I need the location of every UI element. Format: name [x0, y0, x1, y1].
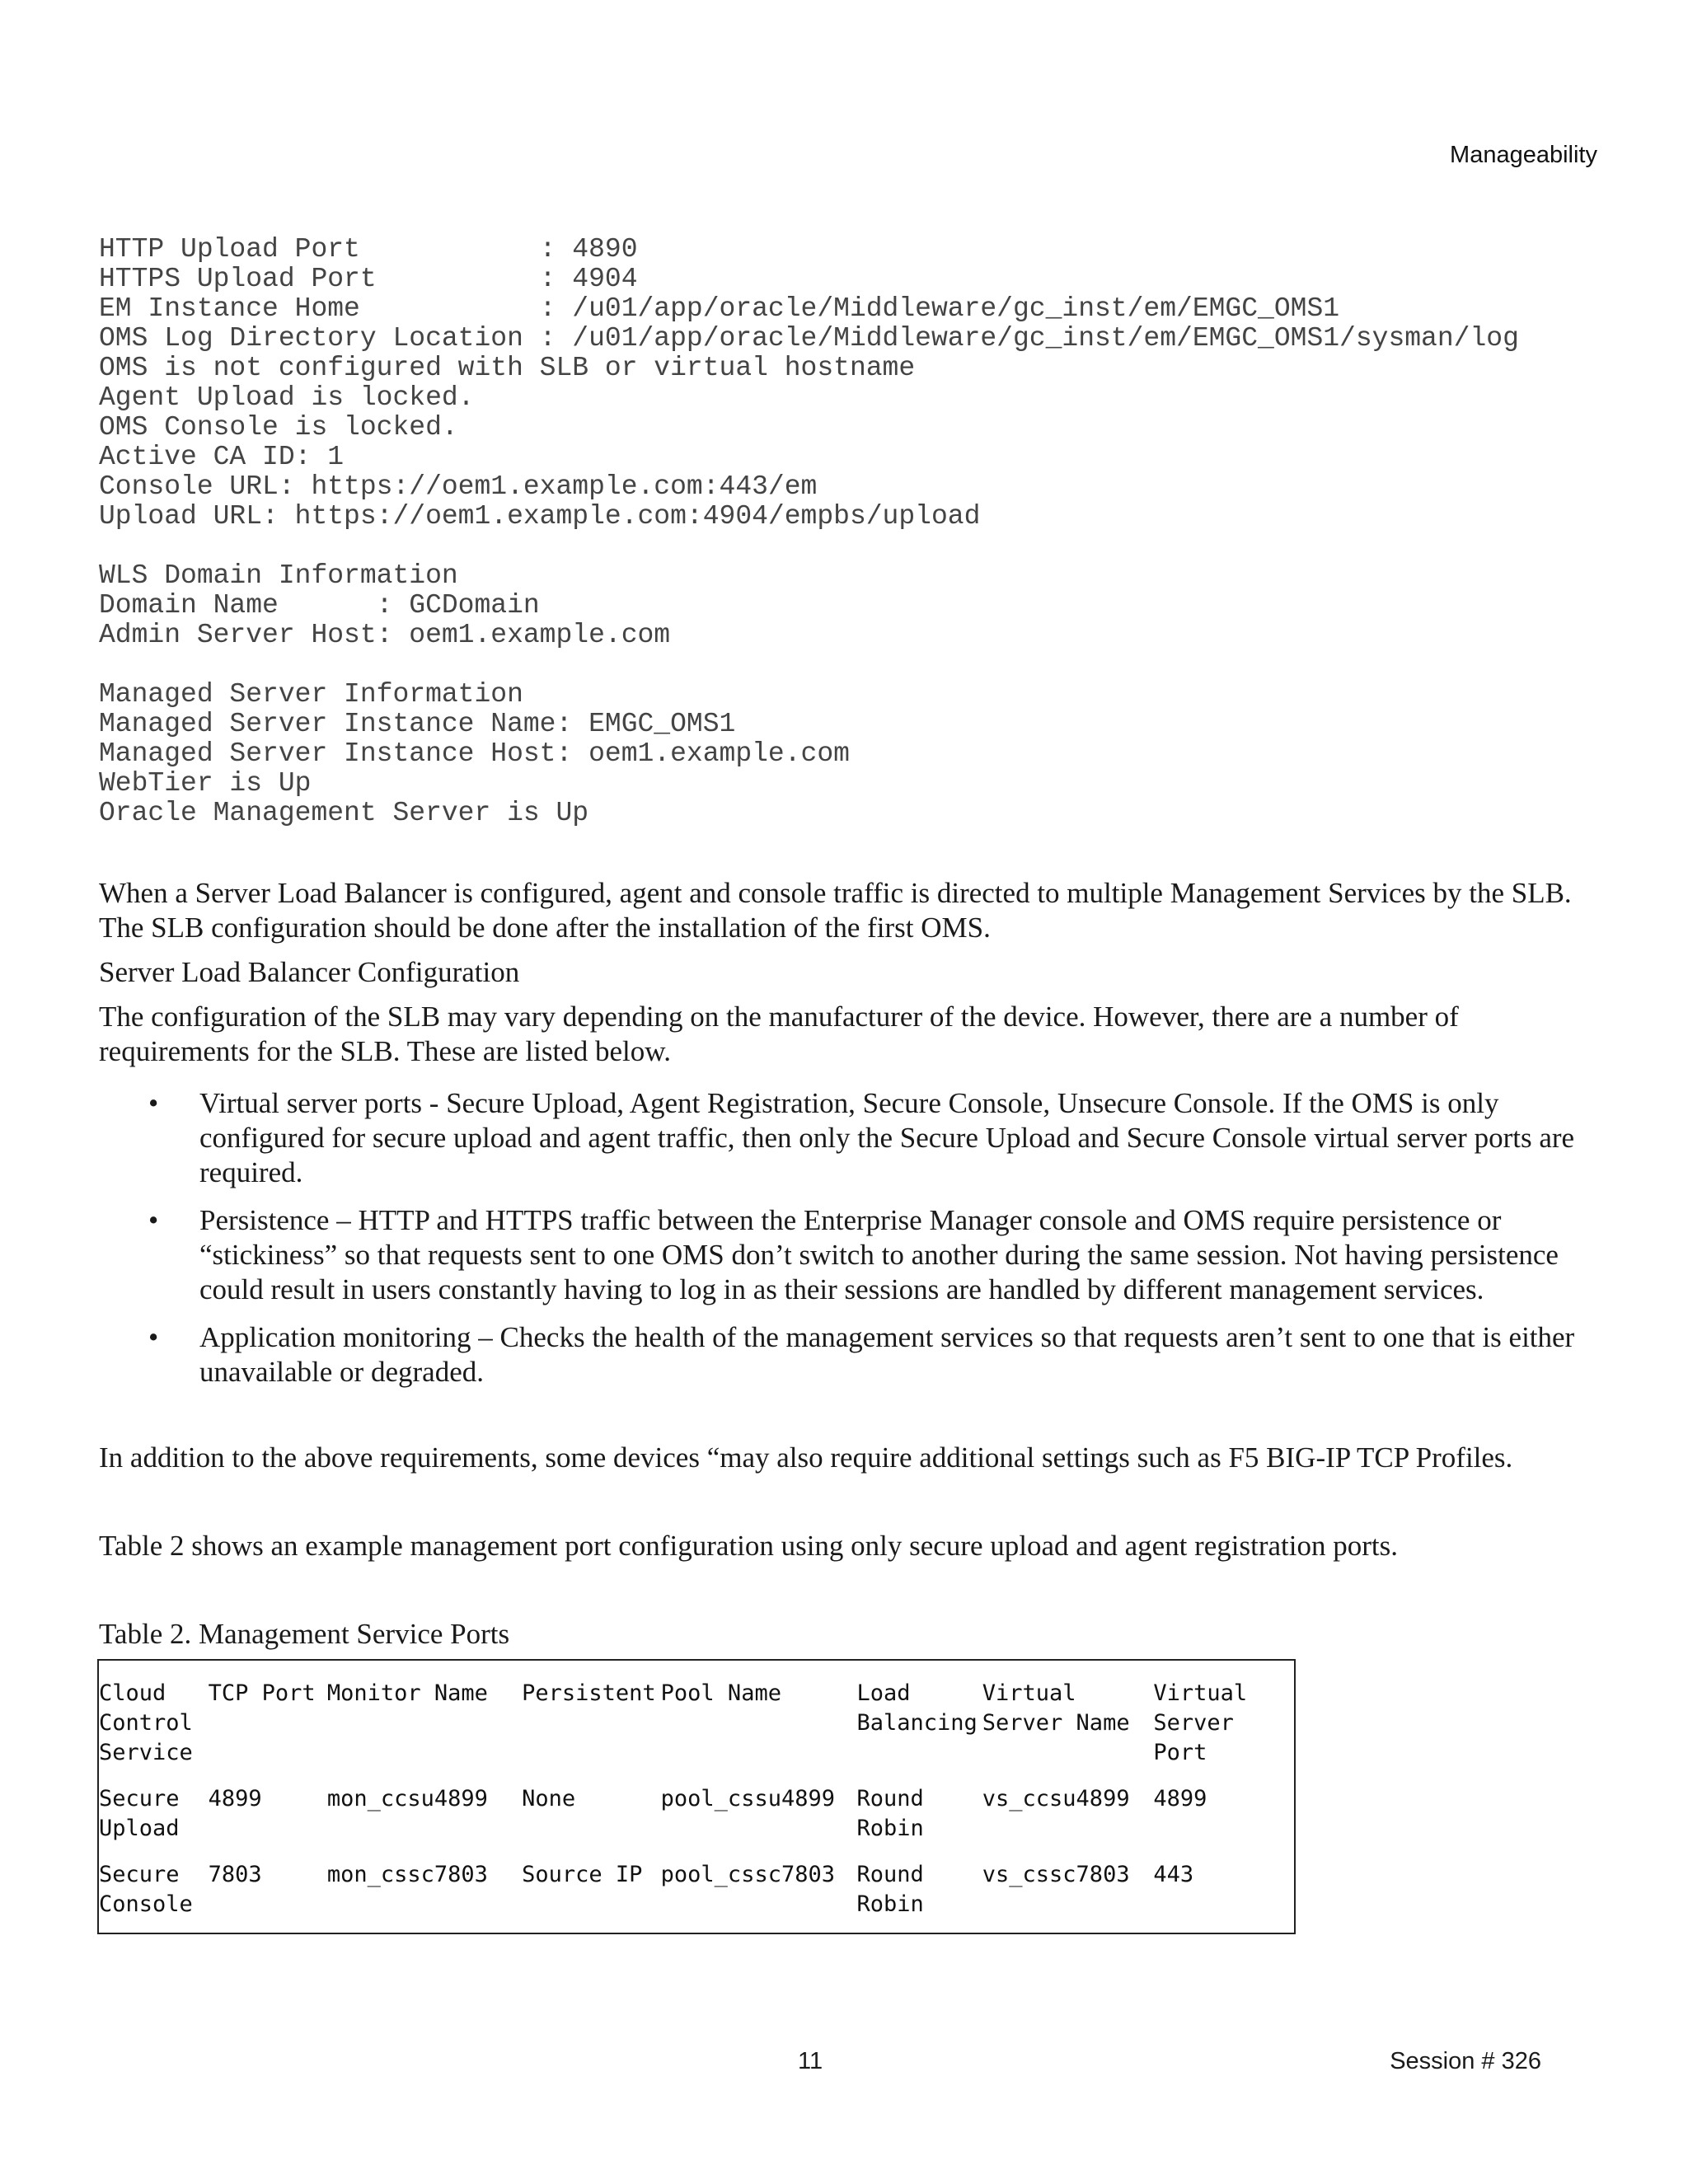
slb-intro-paragraph: When a Server Load Balancer is configured, agent and console traffic is directed to multiple Management Services by the SLB. The SLB configuration should be done after the installation of the first OMS.	[99, 877, 1572, 944]
output-line: HTTP Upload Port : 4890	[99, 234, 638, 265]
column-header: Virtual Server Name	[982, 1680, 1130, 1736]
command-output	[99, 235, 1519, 828]
column-header: Load Balancing	[856, 1680, 978, 1736]
table-caption: Table 2. Management Service Ports	[99, 1618, 510, 1650]
output-line: EM Instance Home : /u01/app/oracle/Middleware/gc_inst/em/EMGC_OMS1	[99, 293, 1340, 324]
output-line: HTTPS Upload Port : 4904	[99, 264, 638, 294]
table-cell: vs_ccsu4899	[982, 1786, 1130, 1811]
table-row	[98, 1784, 1295, 1860]
list-item	[148, 1203, 1591, 1307]
output-line: Upload URL: https://oem1.example.com:4904/empbs/upload	[99, 501, 981, 532]
table-cell: mon_cssc7803	[326, 1862, 488, 1887]
table-cell: pool_cssc7803	[660, 1862, 835, 1887]
management-service-ports-table	[97, 1659, 1296, 1934]
running-header: Manageability	[1450, 142, 1597, 168]
table-cell: vs_cssc7803	[982, 1862, 1130, 1887]
bullet-marker: •	[148, 1087, 159, 1119]
output-line: Managed Server Information	[99, 679, 523, 710]
bullet-marker: •	[148, 1204, 159, 1236]
column-header: TCP Port	[208, 1680, 316, 1706]
output-line: OMS is not configured with SLB or virtual hostname	[99, 353, 916, 383]
list-item-text: Application monitoring – Checks the health of the management services so that requests aren’t sent to one that is either unavailable or degraded.	[199, 1321, 1575, 1388]
table-cell: 4899	[1153, 1786, 1207, 1811]
list-item-text: Persistence – HTTP and HTTPS traffic between the Enterprise Manager console and OMS require persistence or “stickiness” so that requests sent to one OMS don’t switch to another during the same session. Not having persistence could result in users constantly having to log in as their sessions are handled by different management services.	[199, 1204, 1559, 1305]
table-cell: mon_ccsu4899	[326, 1786, 488, 1811]
output-line: Console URL: https://oem1.example.com:443/em	[99, 471, 818, 502]
output-line: Agent Upload is locked.	[99, 382, 475, 413]
table-cell: Round Robin	[856, 1862, 924, 1917]
requirements-list	[148, 1086, 1591, 1403]
slb-requirements-paragraph: The configuration of the SLB may vary depending on the manufacturer of the device. However, there are a number of requirements for the SLB. These are listed below.	[99, 1001, 1459, 1067]
output-line: Admin Server Host: oem1.example.com	[99, 620, 671, 650]
column-header: Monitor Name	[326, 1680, 488, 1706]
output-line: Domain Name : GCDomain	[99, 590, 540, 621]
output-line: WebTier is Up	[99, 768, 312, 799]
table-cell: None	[522, 1786, 576, 1811]
table-cell: Secure Console	[99, 1862, 193, 1917]
table-row	[98, 1860, 1295, 1933]
column-header: Persistent	[522, 1680, 656, 1706]
table-cell: Source IP	[522, 1862, 643, 1887]
table-header-row	[98, 1660, 1295, 1784]
column-header: Cloud Control Service	[99, 1680, 193, 1765]
output-line: OMS Console is locked.	[99, 412, 458, 443]
table-cell: Secure Upload	[99, 1786, 180, 1841]
table-cell: 4899	[208, 1786, 262, 1811]
output-line: Active CA ID: 1	[99, 442, 345, 472]
column-header: Pool Name	[660, 1680, 781, 1706]
output-line: Managed Server Instance Host: oem1.example.com	[99, 738, 850, 769]
output-line: Oracle Management Server is Up	[99, 798, 589, 828]
session-label: Session # 326	[1390, 2048, 1541, 2074]
list-item	[148, 1086, 1591, 1190]
table-reference-paragraph: Table 2 shows an example management port configuration using only secure upload and agent registration ports.	[99, 1530, 1399, 1562]
output-line: Managed Server Instance Name: EMGC_OMS1	[99, 709, 736, 739]
list-item	[148, 1320, 1591, 1390]
page-number: 11	[798, 2048, 823, 2074]
output-line: WLS Domain Information	[99, 560, 458, 591]
table-cell: pool_cssu4899	[660, 1786, 835, 1811]
slb-intro-section	[99, 876, 1591, 1069]
additional-settings-paragraph: In addition to the above requirements, some devices “may also require additional settings such as F5 BIG-IP TCP Profiles.	[99, 1441, 1513, 1474]
bullet-marker: •	[148, 1321, 159, 1353]
output-line: OMS Log Directory Location : /u01/app/oracle/Middleware/gc_inst/em/EMGC_OMS1/sysman/log	[99, 323, 1519, 354]
table-cell: Round Robin	[856, 1786, 924, 1841]
table-cell: 7803	[208, 1862, 262, 1887]
table-cell: 443	[1153, 1862, 1194, 1887]
column-header: Virtual Server Port	[1153, 1680, 1248, 1765]
slb-config-heading: Server Load Balancer Configuration	[99, 956, 520, 988]
list-item-text: Virtual server ports - Secure Upload, Agent Registration, Secure Console, Unsecure Console. If the OMS is only configured for secure upload and agent traffic, then only the Secure Upload and Secure Console virtual server ports are required.	[199, 1087, 1575, 1188]
